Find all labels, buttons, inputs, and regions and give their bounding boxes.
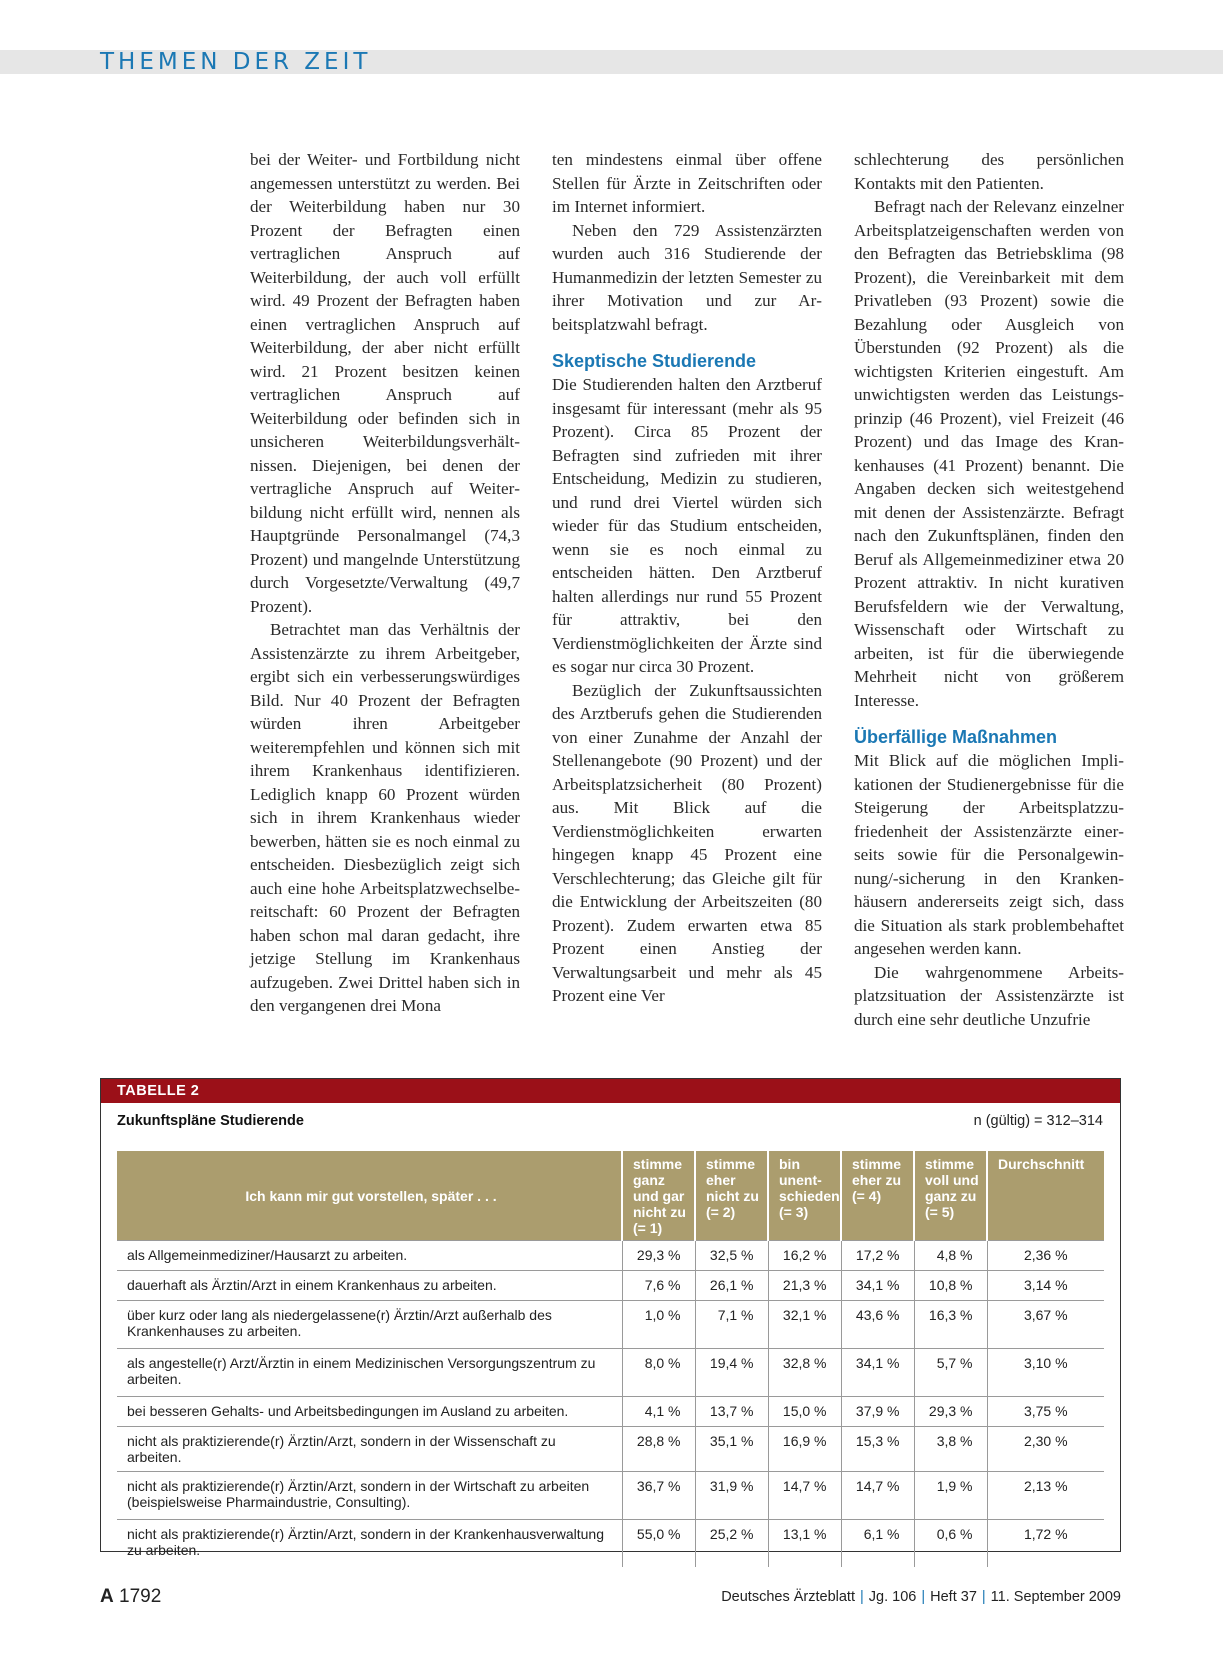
column-header: Durchschnitt [987,1151,1104,1241]
table-cell: 10,8 % [914,1271,987,1301]
table-row [117,1241,1104,1271]
journal-issue: Heft 37 [930,1589,977,1605]
table-cell: 34,1 % [841,1271,914,1301]
table-cell: 2,30 % [987,1427,1104,1472]
journal-date: 11. September 2009 [990,1589,1121,1605]
table-cell: 2,13 % [987,1472,1104,1520]
table-cell: 16,9 % [768,1427,841,1472]
table-cell: 5,7 % [914,1349,987,1397]
table-cell: 4,8 % [914,1241,987,1271]
paragraph: bei der Weiter- und Fortbildung nicht angemessen unterstützt zu werden. Bei der Weiterbildung haben nur 30 Prozent der Befragten einen vertraglichen Anspruch auf Weiterbildung, der auch voll erfüllt wird. 49 Prozent der Befragten haben einen vertraglichen Anspruch auf Weiterbildung, der aber nicht erfüllt wird. 21 Prozent besitzen keinen vertraglichen Anspruch auf Weiterbildung oder befinden sich in unsicheren Weiterbildungsverhältnissen. Diejenigen, bei denen der vertragliche Anspruch auf Weiterbildung nicht erfüllt wird, nennen als Hauptgründe Personalmangel (74,3 Prozent) und mangelnde Unterstützung durch Vorgesetzte/Verwaltung (49,7 Prozent). [250,150,520,616]
table-cell: 31,9 % [695,1472,768,1520]
column-header: stimme ganz und gar nicht zu (= 1) [622,1151,695,1241]
table-cell: 13,1 % [768,1520,841,1568]
table-cell: 21,3 % [768,1271,841,1301]
page-number [100,1586,161,1608]
table-cell: 3,14 % [987,1271,1104,1301]
table-cell: 29,3 % [622,1241,695,1271]
table-sample-size: n (gültig) = 312–314 [973,1113,1103,1129]
table-row [117,1472,1104,1520]
table-cell: 14,7 % [768,1472,841,1520]
table-cell: 16,2 % [768,1241,841,1271]
table-row [117,1271,1104,1301]
paragraph: Bezüglich der Zukunftsaussichten des Arztberufs gehen die Studierenden von einer Zunahme der Anzahl der Stellenangebote (90 Prozent) und der Arbeitsplatzsicherheit (80 Prozent) aus. Mit Blick auf die Verdienstmöglichkeiten erwarten hingegen knapp 45 Prozent eine Verschlechterung; das Gleiche gilt für die Entwicklung der Arbeitszeiten (80 Prozent). Zudem erwarten etwa 85 Prozent einen Anstieg der Verwaltungsarbeit und mehr als 45 Prozent eine Ver [552,680,822,1005]
paragraph: Die Studierenden halten den Arztberuf insgesamt für interessant (mehr als 95 Prozent). Circa 85 Prozent der Befragten sind zufrieden mit ihrer Entscheidung, Medizin zu studieren, und rund drei Viertel würden sich wieder für das Studium entscheiden, wenn sie es noch einmal zu entscheiden hätten. Den Arztberuf halten allerdings nur rund 55 Prozent für attraktiv, bei den Verdienstmöglichkeiten der Ärzte sind es sogar nur circa 30 Prozent. [552,375,822,676]
table-cell: 7,1 % [695,1301,768,1349]
table-cell: 7,6 % [622,1271,695,1301]
table-label: TABELLE 2 [101,1079,1120,1103]
table-cell: 55,0 % [622,1520,695,1568]
row-label: bei besseren Gehalts- und Arbeitsbedingungen im Ausland zu arbeiten. [117,1397,622,1427]
column-header: stimme eher nicht zu (= 2) [695,1151,768,1241]
table-cell: 1,9 % [914,1472,987,1520]
paragraph: Mit Blick auf die möglichen Implikationen der Studienergebnisse für die Steigerung der Arbeitsplatzzufriedenheit der Assistenzärzte einerseits sowie für die Personalgewinnung/-sicherung in den Krankenhäusern andererseits zeigt sich, dass die Situation als stark problembehaftet angesehen werden kann. [854,751,1124,958]
table-cell: 15,3 % [841,1427,914,1472]
row-label: als angestelle(r) Arzt/Ärztin in einem Medizinischen Versorgungszentrum zu arbeiten. [117,1349,622,1397]
separator: | [981,1589,986,1605]
table-cell: 1,72 % [987,1520,1104,1568]
table-cell: 15,0 % [768,1397,841,1427]
section-title: THEMEN DER ZEIT [100,49,372,75]
row-label: nicht als praktizierende(r) Ärztin/Arzt, sondern in der Wirtschaft zu arbeiten (beispielsweise Pharmaindustrie, Consulting). [117,1472,622,1520]
paragraph: Betrachtet man das Verhältnis der Assistenzärzte zu ihrem Arbeitgeber, ergibt sich ein verbesserungswürdiges Bild. Nur 40 Prozent der Befragten würden ihren Arbeitgeber weiterempfehlen und können sich mit ihrem Krankenhaus identifizieren. Lediglich knapp 60 Prozent würden sich in ihrem Krankenhaus wieder bewerben, hätten sie es noch einmal zu entscheiden. Diesbezüglich zeigt sich auch eine hohe Arbeitsplatzwechselbereitschaft: 60 Prozent der Befragten haben schon mal daran gedacht, ihre jetzige Stellung im Krankenhaus aufzugeben. Zwei Drittel haben sich in den vergangenen drei Mona [250,620,520,1015]
article-body [250,148,1123,1048]
table-cell: 26,1 % [695,1271,768,1301]
paragraph: schlechterung des persönlichen Kontakts mit den Patienten. [854,150,1124,193]
table-cell: 35,1 % [695,1427,768,1472]
table-row [117,1301,1104,1349]
table-cell: 37,9 % [841,1397,914,1427]
column-3 [854,148,1124,1048]
page-prefix: A [100,1586,114,1607]
row-label: nicht als praktizierende(r) Ärztin/Arzt, sondern in der Krankenhausverwaltung zu arbeiten. [117,1520,622,1568]
journal-volume: Jg. 106 [868,1589,917,1605]
table-2 [100,1078,1121,1558]
table-cell: 16,3 % [914,1301,987,1349]
table-cell: 19,4 % [695,1349,768,1397]
table-cell: 14,7 % [841,1472,914,1520]
paragraph: Neben den 729 Assistenzärzten wurden auch 316 Studierende der Humanmedizin der letzten Semester zu ihrer Motivation und zur Arbeitsplatzwahl befragt. [552,220,822,334]
row-label: nicht als praktizierende(r) Ärztin/Arzt, sondern in der Wissenschaft zu arbeiten. [117,1427,622,1472]
table-row [117,1349,1104,1397]
separator: | [921,1589,926,1605]
column-header: stimme eher zu (= 4) [841,1151,914,1241]
table-row [117,1397,1104,1427]
table-cell: 36,7 % [622,1472,695,1520]
table-cell: 32,1 % [768,1301,841,1349]
table-cell: 13,7 % [695,1397,768,1427]
journal-name: Deutsches Ärzteblatt [721,1589,855,1605]
table-cell: 4,1 % [622,1397,695,1427]
table-cell: 28,8 % [622,1427,695,1472]
table-row [117,1427,1104,1472]
table-cell: 17,2 % [841,1241,914,1271]
table-cell: 43,6 % [841,1301,914,1349]
table-title-row [101,1103,1120,1137]
journal-info [721,1589,1121,1605]
page-number-value: 1792 [119,1586,162,1607]
column-header: Ich kann mir gut vorstellen, später . . . [117,1151,622,1241]
row-label: über kurz oder lang als niedergelassene(r) Ärztin/Arzt außerhalb des Krankenhauses zu arbeiten. [117,1301,622,1349]
paragraph: Die wahrgenommene Arbeitsplatzsituation der Assistenzärzte ist durch eine sehr deutliche Unzufrie [854,962,1124,1029]
table-cell: 3,75 % [987,1397,1104,1427]
table-cell: 1,0 % [622,1301,695,1349]
table-cell: 3,10 % [987,1349,1104,1397]
section-heading: Skeptische Studierende [552,351,757,371]
column-1 [250,148,520,1048]
data-table [117,1151,1104,1567]
table-cell: 6,1 % [841,1520,914,1568]
paragraph: Befragt nach der Relevanz einzelner Arbeitsplatzeigenschaften werden von den Befragten das Betriebsklima (98 Prozent), die Vereinbarkeit mit dem Privatleben (93 Prozent) sowie die Bezahlung oder Ausgleich von Überstunden (92 Prozent) als die wichtigsten Kriterien eingestuft. Am unwichtigsten werden das Leistungsprinzip (46 Prozent), viel Freizeit (46 Prozent) und das Image des Krankenhauses (41 Prozent) benannt. Die Angaben decken sich weitestgehend mit denen der Assistenzärzte. Befragt nach den Zukunftsplänen, finden den Beruf als Allgemeinmediziner etwa 20 Prozent attraktiv. In nicht kurativen Berufsfeldern wie der Verwaltung, Wissenschaft oder Wirtschaft zu arbeiten, ist für die überwiegende Mehrheit nicht von größerem Interesse. [854,197,1124,710]
table-cell: 3,67 % [987,1301,1104,1349]
table-cell: 29,3 % [914,1397,987,1427]
paragraph: ten mindestens einmal über offene Stellen für Ärzte in Zeitschriften oder im Internet informiert. [552,150,822,216]
table-cell: 34,1 % [841,1349,914,1397]
table-cell: 0,6 % [914,1520,987,1568]
table-cell: 8,0 % [622,1349,695,1397]
column-2 [552,148,822,1048]
column-header: stimme voll und ganz zu (= 5) [914,1151,987,1241]
table-row [117,1520,1104,1568]
table-cell: 32,5 % [695,1241,768,1271]
column-header: bin unentschieden (= 3) [768,1151,841,1241]
table-cell: 3,8 % [914,1427,987,1472]
table-header-row [117,1151,1104,1241]
row-label: dauerhaft als Ärztin/Arzt in einem Krankenhaus zu arbeiten. [117,1271,622,1301]
table-cell: 2,36 % [987,1241,1104,1271]
table-title: Zukunftspläne Studierende [117,1113,304,1129]
table-cell: 32,8 % [768,1349,841,1397]
row-label: als Allgemeinmediziner/Hausarzt zu arbeiten. [117,1241,622,1271]
table-cell: 25,2 % [695,1520,768,1568]
separator: | [860,1589,864,1605]
section-heading: Überfällige Maßnahmen [854,727,1058,747]
